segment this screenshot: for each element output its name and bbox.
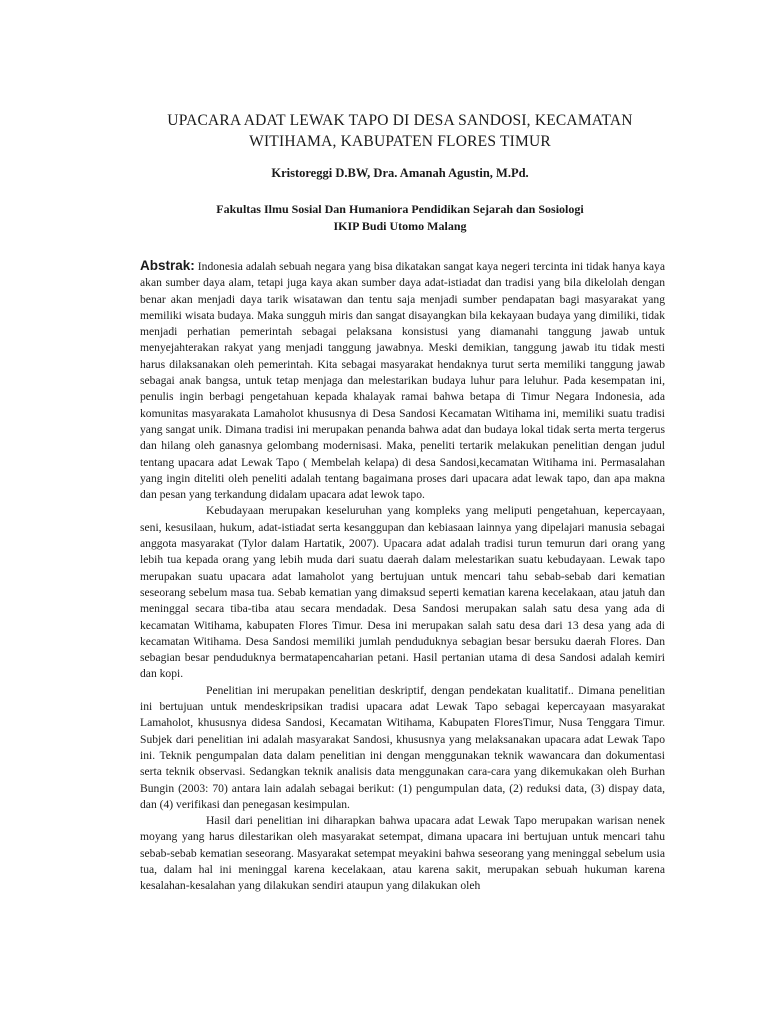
author-list: Kristoreggi D.BW, Dra. Amanah Agustin, M.Pd.	[271, 166, 529, 180]
abstract-paragraph	[140, 258, 665, 503]
title-line-2: WITIHAMA, KABUPATEN FLORES TIMUR	[249, 133, 551, 150]
body-paragraph-3: Hasil dari penelitian ini diharapkan bahwa upacara adat Lewak Tapo merupakan warisan nenek moyang yang harus dilestarikan oleh masyarakat setempat, dimana upacara ini bertujuan untuk mencari tahu sebab-sebab kematian seseorang. Masyarakat setempat meyakini bahwa seseorang yang meninggal sebelum usia tua, dalam hal ini meninggal karena kecelakaan, atau karena sakit, merupakan sebuah hukuman karena kesalahan-kesalahan yang dilakukan sendiri ataupun yang dilakukan oleh	[140, 814, 665, 893]
abstract-text: Indonesia adalah sebuah negara yang bisa dikatakan sangat kaya negeri tercinta ini tidak hanya kaya akan sumber daya alam, tetapi juga kaya akan sumber daya adat-istiadat dan tradisi yang bila dikelolah dengan benar akan menjadi daya tarik wisatawan dan tentu saja menjadi sumber pendapatan bagi masyarakat yang memiliki wisata budaya. Maka sungguh miris dan sangat disayangkan bila kekayaan budaya yang dimiliki, tidak menjadi perhatian pemerintah sebagai pelaksana konsistusi yang diamanahi tanggung jawab untuk menyejahterakan rakyat yang menjadi tanggung jawabnya. Meski demikian, tanggung jawab itu tidak mesti harus dilaksanakan oleh pemerintah. Kita sebagai masyarakat hendaknya turut serta memiliki tanggung jawab sebagai anak bangsa, untuk tetap menjaga dan melestarikan budaya luhur para leluhur. Pada kesempatan ini, penulis ingin berbagi pengetahuan kepada khalayak ramai bahwa betapa di Timur Negara Indonesia, ada komunitas masyarakata Lamaholot khususnya di Desa Sandosi Kecamatan Witihama ini, memiliki suatu tradisi yang sangat unik. Dimana tradisi ini merupakan penanda bahwa adat dan budaya lokal tidak serta merta tergerus dan hilang oleh ganasnya gelombang modernisasi. Maka, peneliti tertarik melakukan penelitian dengan judul tentang upacara adat Lewak Tapo ( Membelah kelapa) di desa Sandosi,kecamatan Witihama ini. Permasalahan yang ingin diteliti oleh peneliti adalah tentang bagaimana proses dari upacara adat lewak tapo, dan apa makna dan pesan yang terkandung didalam upacara adat lewok tapo.	[140, 260, 665, 502]
affiliation-line-2: IKIP Budi Utomo Malang	[333, 219, 467, 233]
affiliation-line-1: Fakultas Ilmu Sosial Dan Humaniora Pendidikan Sejarah dan Sosiologi	[216, 202, 584, 216]
paper-title	[90, 110, 710, 152]
body-paragraph-1: Kebudayaan merupakan keseluruhan yang kompleks yang meliputi pengetahuan, kepercayaan, seni, kesusilaan, hukum, adat-istiadat serta kesanggupan dan kebiasaan lainnya yang dipelajari manusia sebagai anggota masyarakat (Tylor dalam Hartatik, 2007). Upacara adat adalah tradisi turun temurun dari orang yang lebih tua kepada orang yang lebih muda dari suatu daerah dalam melestarikan suatu kebudayaan. Lewak tapo merupakan suatu upacara adat lamaholot yang bertujuan untuk mencari tahu sebab-sebab dari kematian seseorang sebelum masa tua. Sebab kematian yang dimaksud seperti kematian karena kecelakaan, atau jatuh dan meninggal secara tiba-tiba atau secara mendadak. Desa Sandosi merupakan salah satu desa yang ada di kecamatan Witihama, kabupaten Flores Timur. Desa ini merupakan salah satu desa dari 13 desa yang ada di kecamatan Witihama. Desa Sandosi memiliki jumlah penduduknya sebagian besar bersuku daerah Flores. Dan sebagian besar penduduknya bermatapencaharian petani. Hasil pertanian utama di desa Sandosi adalah kemiri dan kopi.	[140, 504, 665, 681]
document-body	[140, 258, 665, 895]
title-line-1: UPACARA ADAT LEWAK TAPO DI DESA SANDOSI, KECAMATAN	[167, 112, 633, 129]
affiliation	[90, 201, 710, 235]
abstract-label: Abstrak:	[140, 258, 195, 273]
body-paragraph-2: Penelitian ini merupakan penelitian deskriptif, dengan pendekatan kualitatif.. Dimana penelitian ini bertujuan untuk mendeskripsikan tradisi upacara adat Lewak Tapo sebagai kepercayaan masyarakat Lamaholot, khususnya didesa Sandosi, Kecamatan Witihama, Kabupaten FloresTimur, Nusa Tenggara Timur. Subjek dari penelitian ini adalah masyarakat Sandosi, khususnya yang melaksanakan upacara adat Lewak Tapo ini. Teknik pengumpalan data dalam penelitian ini dengan menggunakan teknik wawancara dan dokumentasi serta teknik observasi. Sedangkan teknik analisis data menggunakan cara-cara yang dikemukakan oleh Burhan Bungin (2003: 70) antara lain adalah sebagai berikut: (1) pengumpulan data, (2) reduksi data, (3) dispay data, dan (4) verifikasi dan penegasan kesimpulan.	[140, 683, 665, 811]
